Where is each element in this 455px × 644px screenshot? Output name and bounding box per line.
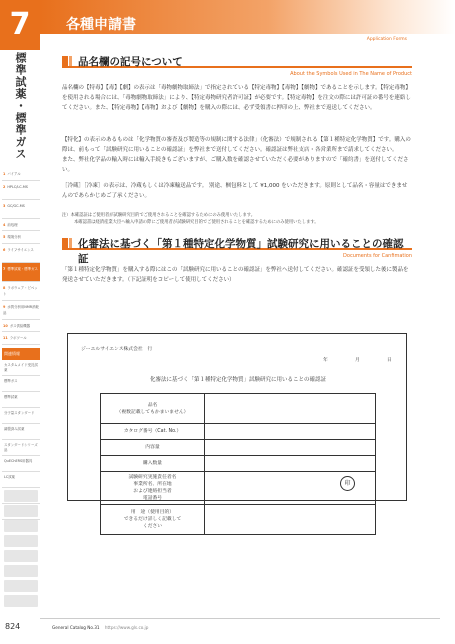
form-row [101,394,376,424]
form-field-label: 購入数量 [101,456,205,472]
side-nav-label: ラボツール [9,336,27,340]
section-title: 化審法に基づく「第１種特定化学物質」試験研究に用いることの確認証 [78,238,404,265]
side-nav-item[interactable] [2,332,40,345]
placeholder-tab [4,535,38,547]
footnote: 本確認書は経済産業大臣へ輸入申請の際にご使用者が試験研究目的でご使用されることを確認するためにのみ使用いたします。 [74,220,319,225]
page-subtitle: Application Forms [366,37,407,42]
heading-marker [69,238,72,248]
side-nav-item[interactable] [2,231,40,244]
footer-url[interactable]: https://www.gls.co.jp [104,625,149,630]
side-nav-number: 3 [3,203,6,208]
placeholder-tab [4,580,38,592]
placeholder-tab [4,520,38,532]
side-nav-label: HPLC/LC-MS [7,184,28,189]
form-field-input[interactable] [205,440,376,456]
related-nav-item[interactable]: 標準試薬 [2,392,40,408]
form-field-label: 品名 （複数記載してもかまいません） [101,394,205,424]
side-nav-number: 6 [3,247,6,252]
side-nav-item[interactable] [2,219,40,232]
placeholder-tab [4,565,38,577]
side-nav-number: 11 [3,336,8,340]
form-field-label: カタログ番号（Cat. No.） [101,424,205,440]
side-nav-number: 10 [3,323,8,328]
form-row [101,456,376,472]
side-nav-number: 2 [3,184,6,189]
chapter-number-tab: 7 [0,0,40,50]
side-nav-label: 水質分析用NMR消耗品 [3,304,39,315]
date-month-label: 月 [355,358,360,363]
side-nav-item[interactable] [2,301,40,320]
footer-divider [40,618,440,619]
side-nav-label: GC/GC-MS [7,203,25,208]
side-nav-label: ライフサイエンス [7,247,34,252]
side-nav [2,168,40,345]
placeholder-tab [4,505,38,517]
date-year-label: 年 [323,358,328,363]
seal-stamp-mark: 印 [340,476,355,491]
side-nav-number: 1 [3,172,6,176]
footnote: 注）本確認証はご使用者が試験研究目的でご使用されることを確認するためにのみ使用いたします。 [62,213,256,218]
side-nav-item[interactable] [2,181,40,200]
paragraph: また、弊社化学品の輸入時には輸入手続きもございますが、ご購入数を確認させていただく必要がありますので「確約書」を送付してください。 [62,157,409,173]
footer-text [52,625,148,630]
form-field-label: 内容量 [101,440,205,456]
side-nav-label: 標準試薬・標準ガス [7,266,38,271]
side-nav-item[interactable] [2,282,40,301]
form-row [101,472,376,505]
section-title: 品名欄の記号について [78,56,183,68]
heading-marker [62,238,68,248]
related-nav-item[interactable]: 調製済み試薬 [2,424,40,440]
related-nav-item[interactable]: LC試薬 [2,472,40,488]
form-field-input[interactable] [205,424,376,440]
related-nav-item[interactable]: 標準ガス [2,376,40,392]
section-heading-symbols [62,54,412,68]
form-field-input[interactable] [205,505,376,535]
section-subtitle: About the Symbols Used in The Name of Product [290,71,412,77]
placeholder-tab [4,490,38,502]
side-nav-label: ラボウェア・ピペット [3,285,38,296]
form-heading: 化審法に基づく「第１種特定化学物質」試験研究に用いることの確認証 [149,377,326,383]
placeholder-tab [4,550,38,562]
form-addressee: ジーエルサイエンス株式会社 行 [81,347,153,352]
page-title: 各種申請書 [66,17,136,33]
side-nav-item[interactable] [2,263,40,282]
side-nav-number: 4 [3,222,6,227]
side-nav-label: ガス供給機器 [9,323,31,328]
side-nav-number: 8 [3,285,6,290]
side-nav-label: 前処理 [7,222,18,227]
side-nav-label: バイアル [7,172,21,176]
form-field-label: 用 途（使用目的） できるだけ詳しく記載して ください [101,505,205,535]
related-nav-heading: 関連情報 [2,348,40,360]
form-field-input[interactable] [205,456,376,472]
related-nav-item[interactable]: 分子量スタンダード [2,408,40,424]
side-nav-number: 9 [3,304,6,309]
form-row [101,424,376,440]
form-field-label: 試験研究実施責任者名 事業所名、所在地 および連絡担当者 電話番号 [101,472,205,505]
side-nav-label: 環境分析 [7,235,21,239]
form-row [101,440,376,456]
form-table [100,393,376,535]
paragraph: 【特化】の表示のあるものは「化学物質の審査及び製造等の規制に関する法律」（化審法）で規制される【第１種特定化学物質】です。購入の際は、前もって「試験研究に用いることの確認証」を弊社まで送付してください。確認証は弊社支店・各営業所まで請求してください。 [62,137,411,153]
related-nav-item[interactable]: スタンダードシリーズ品 [2,440,40,456]
form-field-input[interactable] [205,394,376,424]
chapter-title: 標準試薬・標準ガス [14,52,27,160]
page-number: 824 [5,622,21,631]
related-nav-item[interactable]: QuEChERS用器具 [2,456,40,472]
placeholder-tab [4,595,38,607]
side-nav-item[interactable] [2,320,40,333]
paragraph: 「第１種特定化学物質」を購入する際にはこの「試験研究に用いることの確認証」を弊社へ送付してください。確認証を受領した後に製品を発送させていただきます。（下記証明をコピーして使用してください） [62,267,409,283]
catalog-name: General Catalog No.31 [52,625,100,630]
section-subtitle: Documents for Canfimation [343,253,412,259]
grey-placeholder-tabs [4,490,38,610]
form-row [101,505,376,535]
paragraph: 品名欄の【特毒】【毒】【劇】の表示は「毒物劇物取締法」で指定されている【特定毒物】【毒物】【劇物】であることを示します。【特定毒物】を使用される場合には、「毒物劇物取締法」により、【特定毒物研究者許可証】が必要です。【特定毒物】を注文の際には許可証の番号を連絡してください。また、【特定毒物】【毒物】および【劇物】を購入の際には、必ず受領書に押印の上、弊社まで返送してください。 [62,85,411,111]
heading-marker [62,56,68,66]
form-field-input[interactable] [205,472,376,505]
heading-marker [69,56,72,66]
side-nav-item[interactable] [2,168,40,181]
side-nav-item[interactable] [2,200,40,219]
date-day-label: 日 [387,358,392,363]
paragraph: ［冷蔵］［冷凍］の表示は、冷蔵もしくは冷凍輸送品です。 別途、梱包料として ¥1,000 をいただきます。原則として品名・容量はできませんのであらかじめご了承ください。 [62,183,408,199]
side-nav-item[interactable] [2,244,40,263]
related-nav-item[interactable]: カスタムメイド受託試薬 [2,360,40,376]
confirmation-form [67,333,407,529]
side-nav-number: 5 [3,235,6,239]
side-nav-number: 7 [3,266,6,271]
